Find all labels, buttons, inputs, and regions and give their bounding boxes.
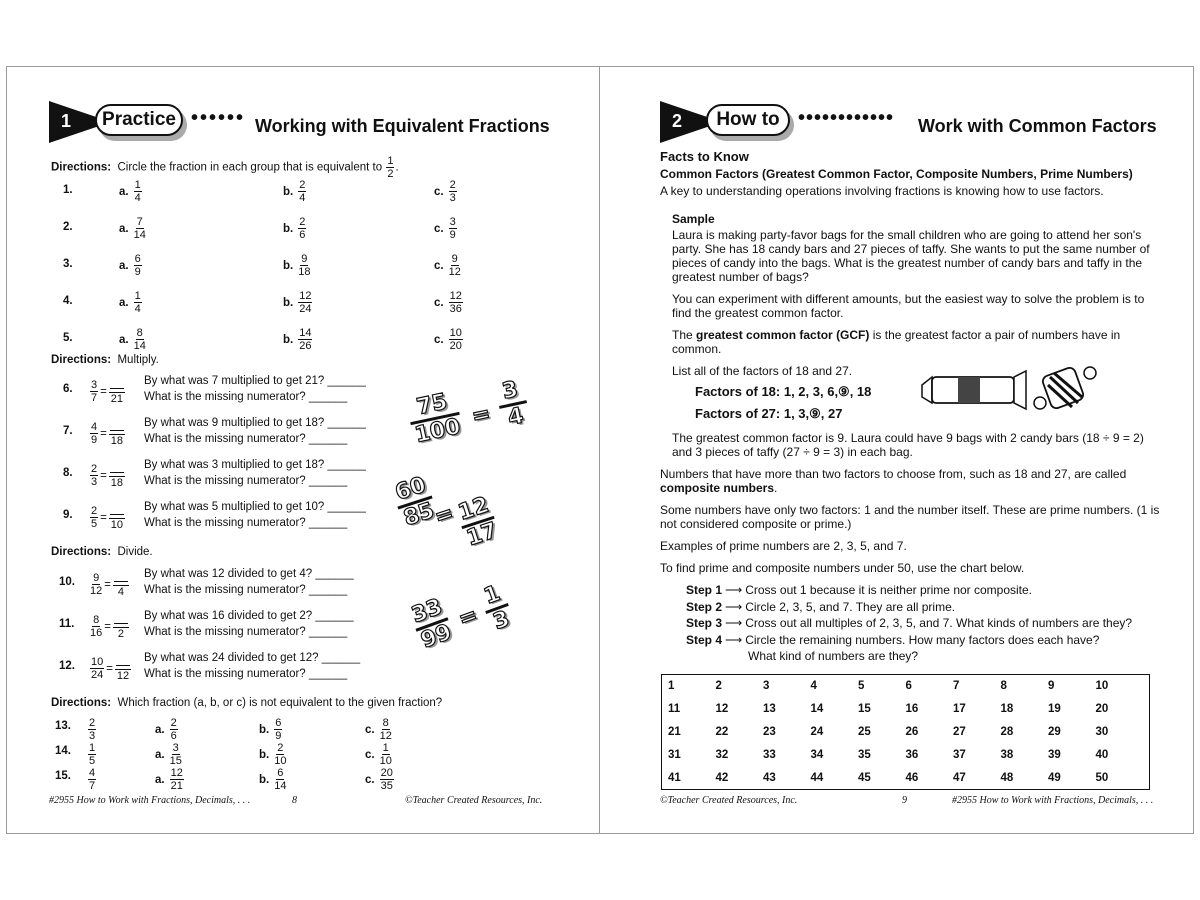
item-number: 6. — [63, 383, 73, 395]
chart-number: 3 — [763, 680, 770, 693]
chart-number: 25 — [858, 725, 871, 738]
option-c — [434, 290, 464, 315]
fraction: $\frac{3}{15}$ — [169, 742, 182, 767]
question-1: By what was 24 divided to get 12? ______ — [144, 652, 361, 664]
question-2: What is the missing numerator? ______ — [144, 626, 348, 638]
fraction: $\frac{2}{4}$ — [299, 179, 306, 204]
fraction: 10 — [109, 504, 125, 531]
footer-book-title: #2955 How to Work with Fractions, Decimals, . . . — [952, 795, 1154, 806]
blank-numerator — [113, 571, 129, 586]
item-number: 8. — [63, 467, 73, 479]
chart-number: 45 — [858, 771, 871, 784]
step-1 — [686, 583, 1032, 597]
experiment-text: You can experiment with different amounts, but the easiest way to solve the problem is to find the greatest common factor. — [672, 292, 1145, 320]
option-b — [283, 290, 313, 315]
question-1: By what was 7 multiplied to get 21? ______ — [144, 375, 366, 387]
candy-bar-icon — [922, 371, 1026, 409]
step-label: Step 2 — [686, 599, 723, 614]
option-letter: a. — [119, 259, 129, 272]
fraction-art-60-85: 60 85 — [392, 472, 438, 532]
chart-number: 31 — [668, 748, 681, 761]
lesson-type-badge: Practice — [95, 104, 183, 136]
item-number: 10. — [59, 576, 75, 588]
directions-label: Directions: — [51, 697, 112, 709]
directions-multiply — [51, 354, 159, 366]
arrow-icon: ⟶ — [725, 599, 743, 614]
question-2: What is the missing numerator? ______ — [144, 517, 348, 529]
item-number: 2. — [63, 221, 73, 233]
step-label: Step 4 — [686, 632, 723, 647]
question-1: By what was 16 divided to get 2? ______ — [144, 610, 354, 622]
right-page — [599, 66, 1194, 834]
option-a — [155, 767, 185, 792]
question-1: By what was 5 multiplied to get 10? ______ — [144, 501, 366, 513]
chart-number: 26 — [905, 725, 919, 738]
question-1: By what was 3 multiplied to get 18? ______ — [144, 459, 366, 471]
fraction: $\frac{6}{9}$ — [275, 717, 282, 742]
fraction: $\frac{8}{14}$ — [133, 327, 146, 352]
option-b — [283, 253, 311, 278]
directions-not-equivalent — [51, 697, 442, 709]
option-letter: b. — [283, 222, 294, 235]
option-letter: a. — [155, 748, 165, 761]
intro-text: A key to understanding operations involving fractions is knowing how to use factors. — [660, 184, 1104, 198]
option-b — [259, 742, 287, 767]
item-number: 13. — [55, 720, 71, 732]
directions-text: Circle the fraction in each group that is equivalent to — [117, 161, 383, 174]
fraction-art-1-3: 1 3 — [480, 580, 513, 636]
fraction: $\frac{7}{14}$ — [133, 216, 146, 241]
question-1: By what was 9 multiplied to get 18? ______ — [144, 417, 366, 429]
option-c — [365, 717, 393, 742]
question-2: What is the missing numerator? ______ — [144, 668, 348, 680]
fraction: 21 — [109, 378, 125, 405]
item-number: 1. — [63, 184, 73, 196]
question-2: What is the missing numerator? ______ — [144, 433, 348, 445]
step-3 — [686, 616, 1132, 630]
option-a — [119, 179, 143, 204]
chart-number: 14 — [810, 703, 824, 716]
chart-number: 33 — [763, 748, 776, 761]
chart-number: 24 — [810, 725, 824, 738]
fraction: $\frac{12}{21}$ — [170, 767, 183, 792]
option-a — [119, 327, 147, 352]
fraction-art-equals: = — [469, 401, 493, 430]
fraction: $\frac{2}{3}$ — [91, 463, 98, 488]
item-number: 14. — [55, 745, 71, 757]
step-text: Cross out all multiples of 2, 3, 5, and 7. What kinds of numbers are they? — [745, 616, 1133, 630]
step-text: Cross out 1 because it is neither prime nor composite. — [745, 583, 1033, 597]
blank-numerator — [109, 378, 125, 393]
chart-number: 48 — [1000, 771, 1014, 784]
fraction-art-12-17: 12 17 — [455, 492, 501, 552]
fraction: $\frac{10}{20}$ — [449, 327, 462, 352]
step-text: Circle 2, 3, 5, and 7. They are all prime. — [745, 599, 956, 614]
chart-number: 32 — [715, 748, 729, 761]
directions-circle: Directions: Circle the fraction in each group that is equivalent to $\frac{1}{2}$ . — [51, 155, 399, 180]
chart-number: 28 — [1000, 725, 1014, 738]
chart-number: 50 — [1095, 771, 1109, 784]
blank-numerator — [113, 613, 129, 628]
option-letter: c. — [434, 259, 444, 272]
examples-text: Examples of prime numbers are 2, 3, 5, and 7. — [660, 539, 907, 553]
factors-of-27: Factors of 27: 1, 3,⑨, 27 — [695, 406, 843, 421]
right-header — [660, 101, 1200, 145]
lesson-number: 2 — [672, 111, 683, 131]
option-letter: b. — [259, 723, 270, 736]
directions-text: Multiply. — [117, 354, 159, 366]
option-b — [283, 179, 307, 204]
item-number: 12. — [59, 660, 75, 672]
option-letter: b. — [283, 259, 294, 272]
page-title: Working with Equivalent Fractions — [255, 116, 550, 136]
arrow-icon: ⟶ — [725, 632, 743, 647]
left-header — [49, 101, 609, 145]
option-a — [155, 717, 179, 742]
fraction: 18 — [109, 462, 125, 489]
item-number: 9. — [63, 509, 73, 521]
option-b — [259, 717, 283, 742]
chart-number: 44 — [810, 771, 824, 784]
fraction: $\frac{2}{5}$ — [91, 505, 98, 530]
directions-text: Which fraction (a, b, or c) is not equivalent to the given fraction? — [117, 697, 443, 709]
option-letter: a. — [155, 773, 165, 786]
given-fraction — [87, 767, 97, 792]
taffy-icon — [1034, 366, 1096, 410]
option-c — [434, 216, 458, 241]
subheading: Common Factors (Greatest Common Factor, Composite Numbers, Prime Numbers) — [660, 167, 1133, 181]
fraction: $\frac{1}{4}$ — [134, 179, 141, 204]
directions-label: Directions: — [51, 354, 112, 366]
fraction: $\frac{9}{12}$ — [90, 572, 103, 597]
fraction: $\frac{3}{7}$ — [91, 379, 98, 404]
chart-number: 37 — [953, 748, 966, 761]
equation: $\frac{10}{24}$ = 12 — [91, 656, 130, 682]
blank-numerator — [109, 504, 125, 519]
step-label: Step 3 — [686, 616, 723, 630]
chart-number: 34 — [810, 748, 824, 761]
left-page — [6, 66, 601, 834]
chart-number: 38 — [1000, 748, 1014, 761]
chart-number: 8 — [1000, 680, 1007, 693]
fraction: $\frac{3}{9}$ — [449, 216, 456, 241]
fraction: $\frac{12}{24}$ — [299, 290, 312, 315]
fraction-art-equals: = — [431, 500, 457, 531]
step-2 — [686, 600, 955, 614]
chart-number: 27 — [953, 725, 966, 738]
footer-book-title: #2955 How to Work with Fractions, Decimals, . . . — [49, 795, 251, 806]
chart-number: 15 — [858, 703, 871, 716]
option-a — [119, 216, 147, 241]
item-number: 7. — [63, 425, 73, 437]
chart-number: 40 — [1095, 748, 1109, 761]
option-b — [283, 327, 313, 352]
option-c — [365, 767, 395, 792]
item-number: 11. — [59, 618, 75, 630]
equation: $\frac{8}{16}$ = 2 — [89, 613, 130, 640]
step-label: Step 1 — [686, 583, 723, 597]
chart-number: 30 — [1095, 725, 1109, 738]
option-letter: a. — [119, 222, 129, 235]
option-b — [259, 767, 287, 792]
equation: $\frac{9}{12}$ = 4 — [89, 571, 130, 598]
chart-number: 12 — [715, 703, 729, 716]
sample-heading: Sample — [672, 212, 715, 226]
option-letter: c. — [434, 296, 444, 309]
directions-label: Directions: — [51, 161, 112, 174]
option-a — [119, 253, 143, 278]
facts-heading: Facts to Know — [660, 149, 749, 164]
directions-divide — [51, 546, 153, 558]
fraction: $\frac{10}{24}$ — [91, 656, 104, 681]
fraction: $\frac{2}{6}$ — [299, 216, 306, 241]
chart-number: 11 — [668, 703, 681, 716]
lesson-number: 1 — [61, 111, 72, 131]
blank-numerator — [115, 655, 131, 670]
footer-page-number: 9 — [902, 795, 907, 806]
chart-number: 36 — [905, 748, 919, 761]
chart-number: 13 — [763, 703, 776, 716]
fraction: $\frac{1}{10}$ — [379, 742, 392, 767]
directions-label: Directions: — [51, 546, 112, 558]
option-b — [283, 216, 307, 241]
option-c — [365, 742, 393, 767]
chart-number: 6 — [905, 680, 912, 693]
fraction: $\frac{4}{9}$ — [91, 421, 98, 446]
fraction-art-3-4: 3 4 — [500, 376, 526, 432]
item-number: 15. — [55, 770, 71, 782]
fraction: $\frac{8}{12}$ — [379, 717, 392, 742]
option-c — [434, 327, 464, 352]
equation: $\frac{4}{9}$ = 18 — [91, 421, 123, 447]
option-letter: a. — [155, 723, 165, 736]
footer-page-number: 8 — [292, 795, 297, 806]
target-fraction: $\frac{1}{2}$ — [387, 155, 394, 180]
chart-number: 20 — [1095, 703, 1109, 716]
arrow-icon: ⟶ — [725, 616, 743, 630]
fraction: $\frac{20}{35}$ — [380, 767, 393, 792]
option-c — [434, 179, 458, 204]
candy-illustration — [918, 363, 1103, 419]
item-number: 3. — [63, 258, 73, 270]
fraction: $\frac{2}{3}$ — [449, 179, 456, 204]
chart-number: 23 — [763, 725, 776, 738]
option-letter: b. — [283, 333, 294, 346]
directions-text: Divide. — [117, 546, 153, 558]
question-1: By what was 12 divided to get 4? ______ — [144, 568, 354, 580]
chart-number: 19 — [1048, 703, 1061, 716]
header-dots: •••••••••••• — [798, 107, 895, 129]
lesson-type-badge: How to — [706, 104, 790, 136]
chart-number: 46 — [905, 771, 919, 784]
gcf-definition: The greatest common factor (GCF) is the greatest factor a pair of numbers have in common. — [672, 328, 1121, 356]
chart-number: 43 — [763, 771, 776, 784]
fraction: $\frac{6}{14}$ — [274, 767, 287, 792]
chart-number: 9 — [1048, 680, 1055, 693]
factors-of-18: Factors of 18: 1, 2, 3, 6,⑨, 18 — [695, 384, 872, 399]
option-a — [155, 742, 183, 767]
chart-intro: To find prime and composite numbers under 50, use the chart below. — [660, 561, 1025, 575]
option-letter: c. — [434, 185, 444, 198]
fraction: $\frac{4}{7}$ — [89, 767, 96, 792]
item-number: 4. — [63, 295, 73, 307]
option-a — [119, 290, 143, 315]
chart-number: 29 — [1048, 725, 1061, 738]
chart-number: 21 — [668, 725, 681, 738]
fraction: $\frac{6}{9}$ — [134, 253, 141, 278]
chart-number: 10 — [1095, 680, 1109, 693]
step-text: Circle the remaining numbers. How many factors does each have? — [745, 632, 1100, 647]
prime-text: Some numbers have only two factors: 1 and the number itself. These are prime numbers. (1 is not considered composite or prime.) — [660, 503, 1160, 531]
question-2: What is the missing numerator? ______ — [144, 584, 348, 596]
option-letter: a. — [119, 333, 129, 346]
fraction: 18 — [109, 420, 125, 447]
composite-text: Numbers that have more than two factors to choose from, such as 18 and 27, are called composite numbers. — [660, 467, 1127, 495]
footer-publisher: ©Teacher Created Resources, Inc. — [660, 795, 798, 806]
option-c — [434, 253, 462, 278]
option-letter: b. — [283, 296, 294, 309]
footer-publisher: ©Teacher Created Resources, Inc. — [405, 795, 543, 806]
chart-number: 5 — [858, 680, 865, 693]
fraction: $\frac{9}{12}$ — [448, 253, 461, 278]
option-letter: b. — [283, 185, 294, 198]
option-letter: c. — [365, 773, 375, 786]
hundreds-chart — [661, 674, 1150, 790]
fraction: $\frac{9}{18}$ — [298, 253, 311, 278]
gcf-result: The greatest common factor is 9. Laura could have 9 bags with 2 candy bars (18 ÷ 9 = 2) and 3 pieces of taffy (27 ÷ 9 = 3) in each bag. — [672, 431, 1144, 459]
chart-number: 35 — [858, 748, 871, 761]
fraction: $\frac{14}{26}$ — [299, 327, 312, 352]
fraction: $\frac{2}{6}$ — [170, 717, 177, 742]
question-2: What is the missing numerator? ______ — [144, 391, 348, 403]
chart-number: 7 — [953, 680, 960, 693]
fraction: $\frac{1}{4}$ — [134, 290, 141, 315]
step-4 — [686, 633, 1099, 647]
option-letter: a. — [119, 185, 129, 198]
chart-number: 4 — [810, 680, 817, 693]
fraction: $\frac{8}{16}$ — [90, 614, 103, 639]
arrow-icon: ⟶ — [725, 583, 743, 597]
option-letter: b. — [259, 773, 270, 786]
list-factors-text: List all of the factors of 18 and 27. — [672, 364, 853, 378]
fraction: $\frac{2}{3}$ — [89, 717, 96, 742]
sample-text: Laura is making party-favor bags for the small children who are going to attend her son's party. She has 18 candy bars and 27 pieces of taffy. She wants to put the same number of pieces of candy into the bags. What is the greatest number of candy bars and taffy in the greatest number of bags? — [672, 228, 1150, 284]
fraction: 2 — [113, 613, 129, 640]
given-fraction — [87, 742, 97, 767]
chart-number: 47 — [953, 771, 966, 784]
chart-number: 16 — [905, 703, 919, 716]
option-letter: a. — [119, 296, 129, 309]
question-2: What is the missing numerator? ______ — [144, 475, 348, 487]
fraction: 12 — [115, 655, 131, 682]
fraction: $\frac{12}{36}$ — [449, 290, 462, 315]
given-fraction — [87, 717, 97, 742]
equation: $\frac{2}{3}$ = 18 — [91, 463, 123, 489]
item-number: 5. — [63, 332, 73, 344]
page-title: Work with Common Factors — [918, 116, 1157, 136]
fraction-art-75-100: 75 100 — [405, 388, 465, 448]
chart-number: 39 — [1048, 748, 1061, 761]
step-4-continued: What kind of numbers are they? — [748, 649, 919, 663]
option-letter: b. — [259, 748, 270, 761]
option-letter: c. — [365, 748, 375, 761]
chart-number: 42 — [715, 771, 729, 784]
chart-number: 1 — [668, 680, 675, 693]
option-letter: c. — [434, 333, 444, 346]
fraction-art-equals: = — [455, 602, 482, 633]
fraction-art-33-99: 33 99 — [408, 594, 456, 654]
chart-number: 41 — [668, 771, 681, 784]
blank-numerator — [109, 420, 125, 435]
blank-numerator — [109, 462, 125, 477]
chart-number: 17 — [953, 703, 966, 716]
fraction: $\frac{2}{10}$ — [274, 742, 287, 767]
chart-number: 49 — [1048, 771, 1061, 784]
chart-number: 2 — [715, 680, 722, 693]
fraction: 4 — [113, 571, 129, 598]
fraction: $\frac{1}{5}$ — [89, 742, 96, 767]
header-dots: •••••• — [191, 107, 246, 129]
equation: $\frac{3}{7}$ = 21 — [91, 379, 123, 405]
chart-number: 22 — [715, 725, 729, 738]
chart-number: 18 — [1000, 703, 1014, 716]
equation: $\frac{2}{5}$ = 10 — [91, 505, 123, 531]
option-letter: c. — [365, 723, 375, 736]
option-letter: c. — [434, 222, 444, 235]
